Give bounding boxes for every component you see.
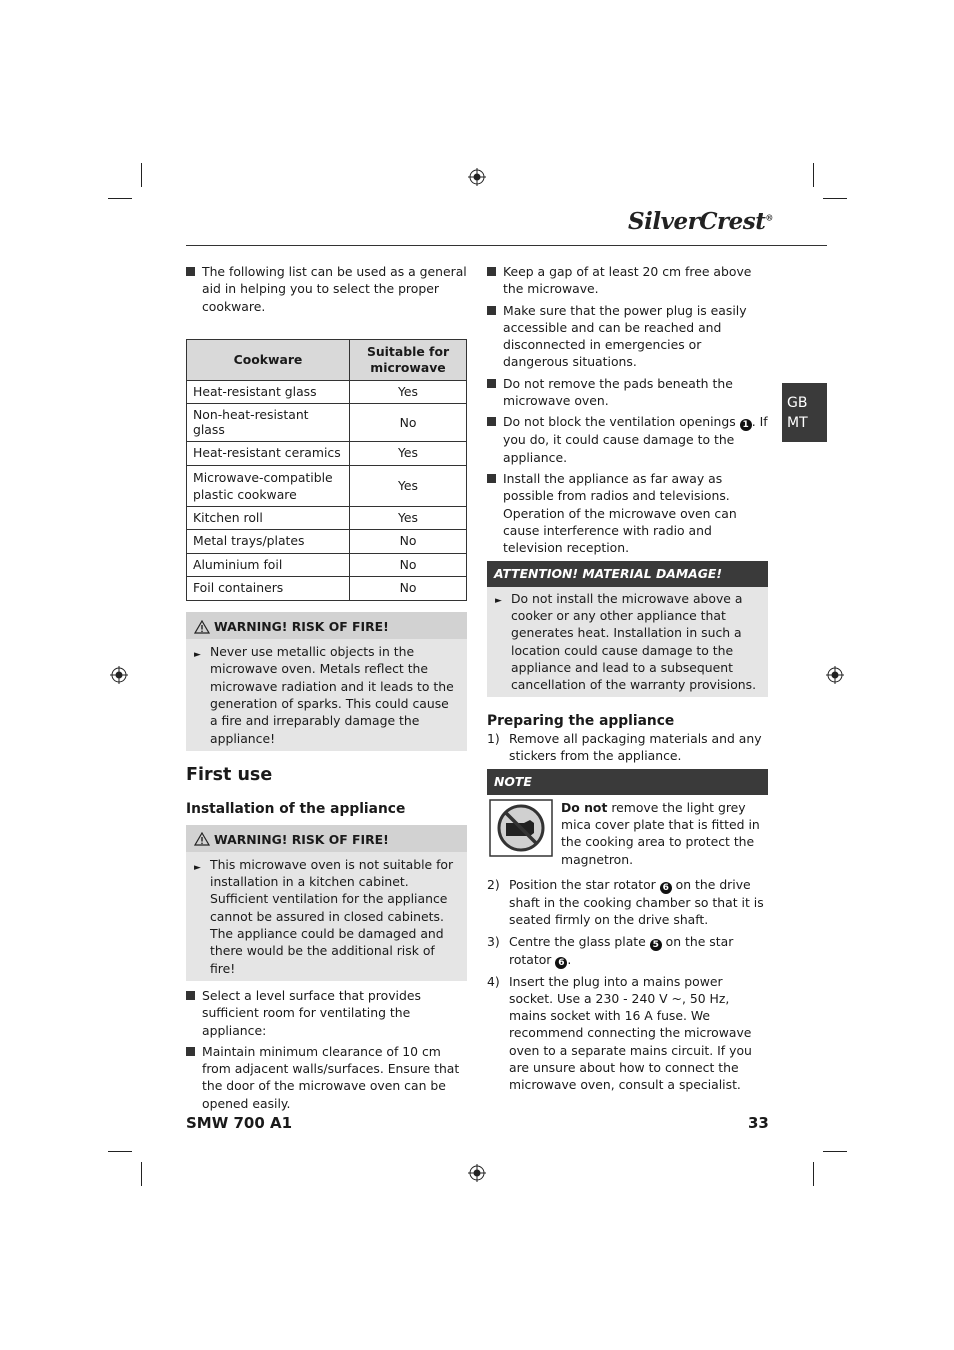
table-row: Kitchen roll Yes (187, 506, 467, 530)
arrow-icon: ► (495, 595, 502, 606)
table-header: Suitable for microwave (350, 339, 467, 380)
attention-title: ATTENTION! MATERIAL DAMAGE! (487, 561, 768, 586)
page-number: 33 (748, 1114, 769, 1132)
subsection-title: Installation of the appliance (186, 801, 406, 818)
section-title: First use (186, 764, 273, 785)
list-item: Keep a gap of at least 20 cm free above the microwave. (487, 263, 768, 298)
crop-mark (141, 163, 142, 187)
list-item: 2) Position the star rotator 6 on the drive shaft in the cooking chamber so that it is seated firmly on the drive shaft. (487, 876, 764, 928)
intro-bullet: The following list can be used as a general aid in helping you to select the proper cookware. (186, 263, 467, 315)
crop-mark (813, 1162, 814, 1186)
list-item: 3) Centre the glass plate 5 on the star rotator 6 . (487, 933, 734, 968)
list-item: Install the appliance as far away as possible from radios and televisions. Operation of the microwave oven can cause interference with radio and television reception. (487, 470, 768, 556)
attention-text: Do not install the microwave above a cooker or any other appliance that generates heat. Installation in such a location could cause damage to the appliance and lead to a subsequent cancellation of the warranty provisions. (511, 590, 757, 693)
warning-text: This microwave oven is not suitable for installation in a kitchen cabinet. Sufficient ventilation for the appliance cannot be assured in closed cabinets. The appliance could be damaged and there would be the additional risk of fire! (210, 856, 454, 976)
language-tab: GB MT (782, 383, 827, 442)
table-row: Microwave-compatible plastic cookware Yes (187, 465, 467, 506)
table-row: Foil containers No (187, 577, 467, 601)
ref-number: 6 (660, 882, 672, 894)
list-item: Maintain minimum clearance of 10 cm from adjacent walls/surfaces. Ensure that the door of the microwave oven can be opened easily. (186, 1043, 467, 1112)
crop-mark (108, 1151, 132, 1152)
table-row: Aluminium foil No (187, 553, 467, 577)
fire-warning-box (186, 825, 467, 981)
note-text: Do not remove the light grey mica cover plate that is fitted in the cooking area to protect the magnetron. (561, 799, 760, 867)
arrow-icon: ► (194, 862, 201, 873)
list-item: 4) Insert the plug into a mains power socket. Use a 230 - 240 V ~, 50 Hz, mains socket with 16 A fuse. We recommend connecting the microwave oven to a separate mains circuit. If you are unsure about how to connect the microwave oven, consult a specialist. (487, 973, 752, 1093)
list-item: Select a level surface that provides sufficient room for ventilating the appliance: (186, 987, 467, 1039)
warning-text: Never use metallic objects in the microwave oven. Metals reflect the microwave radiation and it leads to the generation of sparks. This could cause a fire and irreparably damage the appliance! (210, 644, 454, 746)
registration-mark-icon (468, 168, 486, 186)
model-number: SMW 700 A1 (186, 1114, 293, 1132)
list-item: Do not block the ventilation openings 1 . If you do, it could cause damage to the appliance. (487, 413, 768, 466)
brand-logo: SilverCrest® (628, 208, 773, 235)
warning-triangle-icon (194, 620, 210, 634)
warning-title: WARNING! RISK OF FIRE! (214, 831, 389, 847)
ref-number: 6 (555, 957, 567, 969)
ref-number: 5 (650, 939, 662, 951)
registration-mark-icon (826, 666, 844, 684)
crop-mark (108, 198, 132, 199)
subsection-title: Preparing the appliance (487, 712, 675, 729)
header-rule (186, 245, 827, 246)
cookware-table (186, 339, 467, 601)
crop-mark (141, 1162, 142, 1186)
left-column (186, 263, 467, 1116)
note-title: NOTE (487, 769, 768, 794)
attention-box (487, 561, 768, 696)
right-column (487, 263, 768, 1098)
table-row: Heat-resistant ceramics Yes (187, 442, 467, 466)
warning-title: WARNING! RISK OF FIRE! (214, 618, 389, 634)
table-header: Cookware (187, 339, 350, 380)
arrow-icon: ► (194, 650, 201, 661)
note-box (487, 769, 768, 871)
crop-mark (823, 198, 847, 199)
registration-mark-icon (468, 1164, 486, 1182)
table-row: Non-heat-resistant glass No (187, 404, 467, 442)
crop-mark (813, 163, 814, 187)
table-row: Metal trays/plates No (187, 530, 467, 554)
crop-mark (823, 1151, 847, 1152)
no-hand-icon (489, 799, 553, 857)
list-item: Make sure that the power plug is easily accessible and can be reached and disconnected in emergencies or dangerous situations. (487, 302, 768, 371)
list-item: Do not remove the pads beneath the microwave oven. (487, 375, 768, 410)
warning-triangle-icon (194, 832, 210, 846)
table-row: Heat-resistant glass Yes (187, 380, 467, 404)
fire-warning-box (186, 612, 467, 751)
registration-mark-icon (110, 666, 128, 684)
ref-number: 1 (740, 419, 752, 431)
list-item: 1) Remove all packaging materials and any stickers from the appliance. (487, 730, 762, 764)
